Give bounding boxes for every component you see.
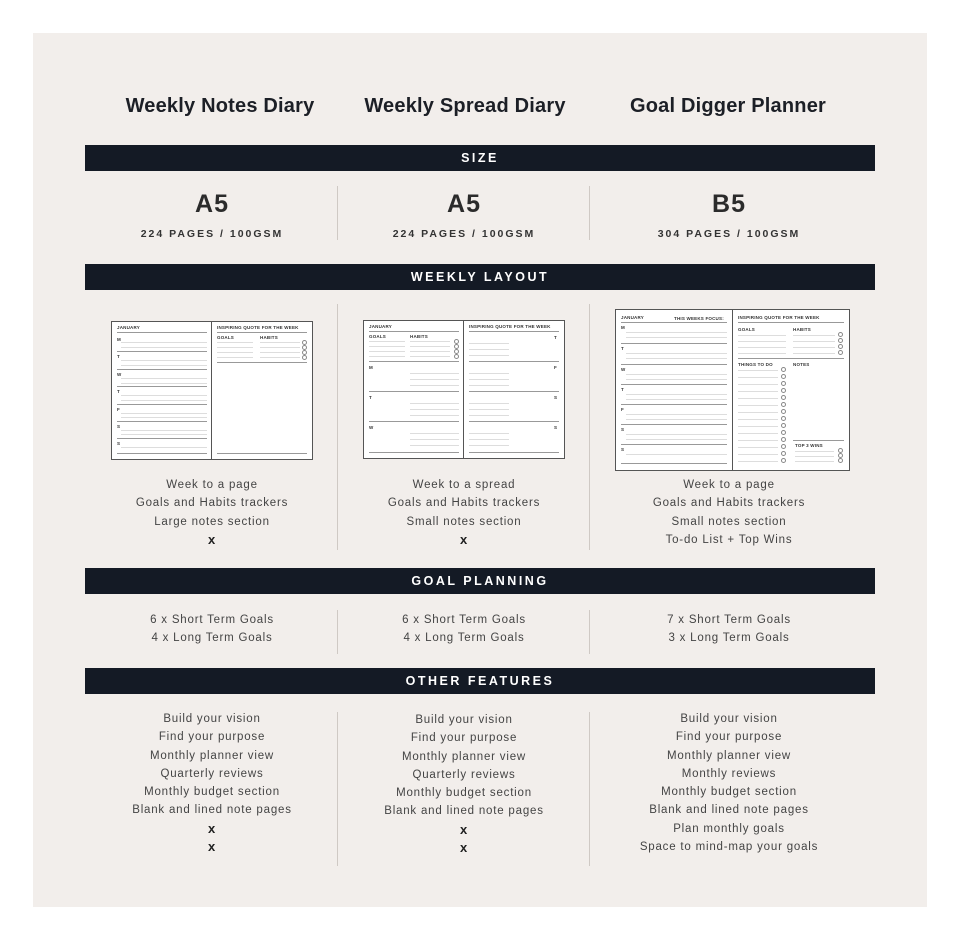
list-item: 6 x Short Term Goals xyxy=(150,614,274,626)
list-item: Monthly planner view xyxy=(149,749,275,762)
preview-habits: HABITS xyxy=(793,327,811,332)
day-label: F xyxy=(621,407,624,412)
day-label: W xyxy=(369,425,374,430)
list-item: Monthly reviews xyxy=(681,767,777,780)
preview-goals: GOALS xyxy=(217,335,235,340)
section-bar-other-features: OTHER FEATURES xyxy=(85,668,875,694)
preview-wins: TOP 3 WINS xyxy=(795,443,823,448)
list-item: Goals and Habits trackers xyxy=(387,497,541,510)
list-item: Monthly budget section xyxy=(661,786,797,799)
size-cell-3 xyxy=(603,190,855,240)
preview-habits: HABITS xyxy=(260,335,278,340)
list-item: Goals and Habits trackers xyxy=(135,497,289,510)
goals-list-3 xyxy=(603,611,855,648)
list-item: Quarterly reviews xyxy=(160,767,264,780)
day-label: S xyxy=(554,425,558,430)
list-item: Week to a page xyxy=(683,479,775,491)
list-item: Find your purpose xyxy=(410,732,518,745)
not-included-mark: x xyxy=(459,821,469,837)
day-label: T xyxy=(117,354,120,359)
preview-month: JANUARY xyxy=(621,315,644,320)
size-cell-2 xyxy=(338,190,590,240)
list-item: Monthly planner view xyxy=(666,749,792,762)
product-title-goal-digger: Goal Digger Planner xyxy=(629,95,827,117)
size-value: A5 xyxy=(447,190,481,218)
goals-list-2 xyxy=(338,611,590,648)
weekly-spread-preview xyxy=(363,320,565,459)
list-item: 3 x Long Term Goals xyxy=(668,632,790,645)
list-item: Small notes section xyxy=(671,515,787,528)
not-included-mark: x xyxy=(207,820,217,836)
features-list-2 xyxy=(338,711,590,857)
day-label: M xyxy=(621,325,625,330)
list-item: Monthly planner view xyxy=(401,750,527,763)
day-label: S xyxy=(554,395,558,400)
preview-month: JANUARY xyxy=(117,325,140,330)
preview-goals: GOALS xyxy=(369,334,387,339)
preview-todo: THINGS TO DO xyxy=(738,362,773,367)
list-item: To-do List + Top Wins xyxy=(665,533,793,546)
preview-focus: THIS WEEKS FOCUS: xyxy=(674,316,724,321)
list-item: Blank and lined note pages xyxy=(132,804,292,817)
pages-value: 224 PAGES / 100GSM xyxy=(392,228,536,240)
list-item: Find your purpose xyxy=(158,731,266,744)
day-label: M xyxy=(117,337,121,342)
list-item: Monthly budget section xyxy=(396,787,532,800)
goals-list-1 xyxy=(86,611,338,648)
day-label: F xyxy=(554,365,557,370)
list-item: Blank and lined note pages xyxy=(384,805,544,818)
product-title-weekly-notes: Weekly Notes Diary xyxy=(125,95,315,117)
list-item: 4 x Long Term Goals xyxy=(403,632,525,645)
layout-list-2 xyxy=(338,476,590,549)
list-item: Blank and lined note pages xyxy=(649,804,809,817)
pages-value: 224 PAGES / 100GSM xyxy=(140,228,284,240)
day-label: T xyxy=(117,389,120,394)
preview-notes: NOTES xyxy=(793,362,810,367)
list-item: Find your purpose xyxy=(675,731,783,744)
list-item: Build your vision xyxy=(163,713,261,725)
section-bar-weekly-layout: WEEKLY LAYOUT xyxy=(85,264,875,290)
list-item: Plan monthly goals xyxy=(673,822,785,835)
preview-quote: INSPIRING QUOTE FOR THE WEEK xyxy=(738,315,820,320)
day-label: T xyxy=(554,335,557,340)
features-list-3 xyxy=(603,710,855,856)
section-bar-size: SIZE xyxy=(85,145,875,171)
layout-list-1 xyxy=(86,476,338,549)
list-item: 4 x Long Term Goals xyxy=(151,632,273,645)
layout-list-3 xyxy=(603,476,855,549)
list-item: Small notes section xyxy=(406,515,522,528)
size-cell-1 xyxy=(86,190,338,240)
not-included-mark: x xyxy=(459,839,469,855)
preview-quote: INSPIRING QUOTE FOR THE WEEK xyxy=(217,325,299,330)
list-item: Build your vision xyxy=(415,714,513,726)
day-label: S xyxy=(621,447,625,452)
day-label: W xyxy=(621,367,626,372)
day-label: T xyxy=(621,346,624,351)
weekly-notes-preview xyxy=(111,321,313,460)
list-item: Week to a spread xyxy=(412,479,516,491)
not-included-mark: x xyxy=(459,531,469,547)
size-value: A5 xyxy=(195,190,229,218)
day-label: W xyxy=(117,372,122,377)
list-item: Space to mind-map your goals xyxy=(639,841,819,854)
list-item: Monthly budget section xyxy=(144,786,280,799)
preview-goals: GOALS xyxy=(738,327,756,332)
size-value: B5 xyxy=(712,190,746,218)
preview-month: JANUARY xyxy=(369,324,392,329)
list-item: Large notes section xyxy=(154,515,270,528)
product-title-weekly-spread: Weekly Spread Diary xyxy=(364,95,566,117)
section-bar-goal-planning: GOAL PLANNING xyxy=(85,568,875,594)
list-item: 6 x Short Term Goals xyxy=(402,614,526,626)
day-label: T xyxy=(369,395,372,400)
not-included-mark: x xyxy=(207,531,217,547)
goal-digger-preview xyxy=(615,309,850,471)
day-label: S xyxy=(117,441,121,446)
day-label: M xyxy=(369,365,373,370)
preview-quote: INSPIRING QUOTE FOR THE WEEK xyxy=(469,324,551,329)
preview-habits: HABITS xyxy=(410,334,428,339)
pages-value: 304 PAGES / 100GSM xyxy=(657,228,801,240)
day-label: T xyxy=(621,387,624,392)
list-item: 7 x Short Term Goals xyxy=(667,614,791,626)
day-label: F xyxy=(117,407,120,412)
features-list-1 xyxy=(86,710,338,856)
day-label: S xyxy=(621,427,625,432)
not-included-mark: x xyxy=(207,838,217,854)
list-item: Week to a page xyxy=(166,479,258,491)
list-item: Goals and Habits trackers xyxy=(652,497,806,510)
list-item: Quarterly reviews xyxy=(412,768,516,781)
list-item: Build your vision xyxy=(680,713,778,725)
day-label: S xyxy=(117,424,121,429)
